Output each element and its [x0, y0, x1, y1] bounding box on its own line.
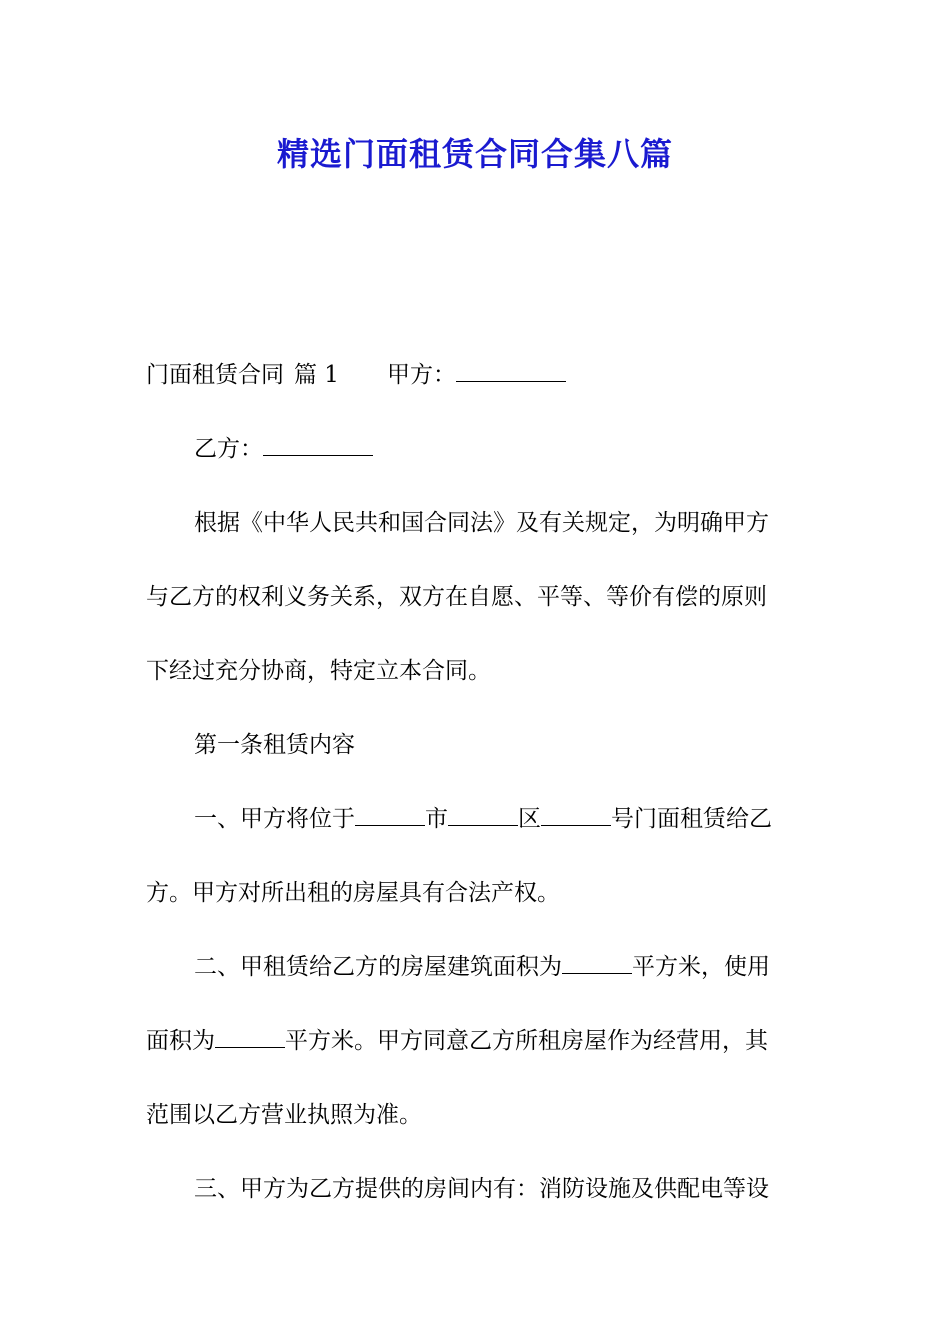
text-segment: 区 [518, 806, 541, 832]
district-blank [448, 803, 518, 826]
party-a-label: 甲方： [386, 362, 456, 388]
party-a-blank [456, 359, 566, 382]
page-title: 精选门面租赁合同合集八篇 [276, 135, 673, 173]
contract-name: 门面租赁合同 [146, 362, 284, 388]
section-number: 篇 1 [294, 362, 339, 388]
text-segment: 市 [425, 806, 448, 832]
text-segment: 平方米。甲方同意乙方所租房屋作为经营用，其 [285, 1028, 768, 1054]
building-area-blank [562, 951, 632, 974]
text-segment: 面积为 [146, 1028, 215, 1054]
paragraph-line [146, 782, 806, 856]
line-contract-header [146, 338, 806, 412]
paragraph-line: 范围以乙方营业执照为准。 [146, 1102, 422, 1128]
text-segment: 一、甲方将位于 [194, 806, 355, 832]
document-body [146, 338, 806, 1226]
line-party-b [146, 412, 806, 486]
paragraph-line: 三、甲方为乙方提供的房间内有：消防设施及供配电等设 [194, 1176, 769, 1202]
text-segment: 平方米，使用 [632, 954, 770, 980]
paragraph-line [146, 1004, 806, 1078]
text-segment: 号门面租赁给乙 [611, 806, 772, 832]
paragraph-line: 与乙方的权利义务关系，双方在自愿、平等、等价有偿的原则 [146, 584, 767, 610]
article-heading: 第一条租赁内容 [194, 732, 355, 758]
paragraph-line [146, 930, 806, 1004]
paragraph-line: 根据《中华人民共和国合同法》及有关规定，为明确甲方 [194, 510, 769, 536]
party-b-blank [263, 433, 373, 456]
paragraph-line: 下经过充分协商，特定立本合同。 [146, 658, 491, 684]
paragraph-line: 方。甲方对所出租的房屋具有合法产权。 [146, 880, 560, 906]
usable-area-blank [215, 1025, 285, 1048]
number-blank [541, 803, 611, 826]
city-blank [355, 803, 425, 826]
text-segment: 二、甲租赁给乙方的房屋建筑面积为 [194, 954, 562, 980]
party-b-label: 乙方： [194, 436, 263, 462]
